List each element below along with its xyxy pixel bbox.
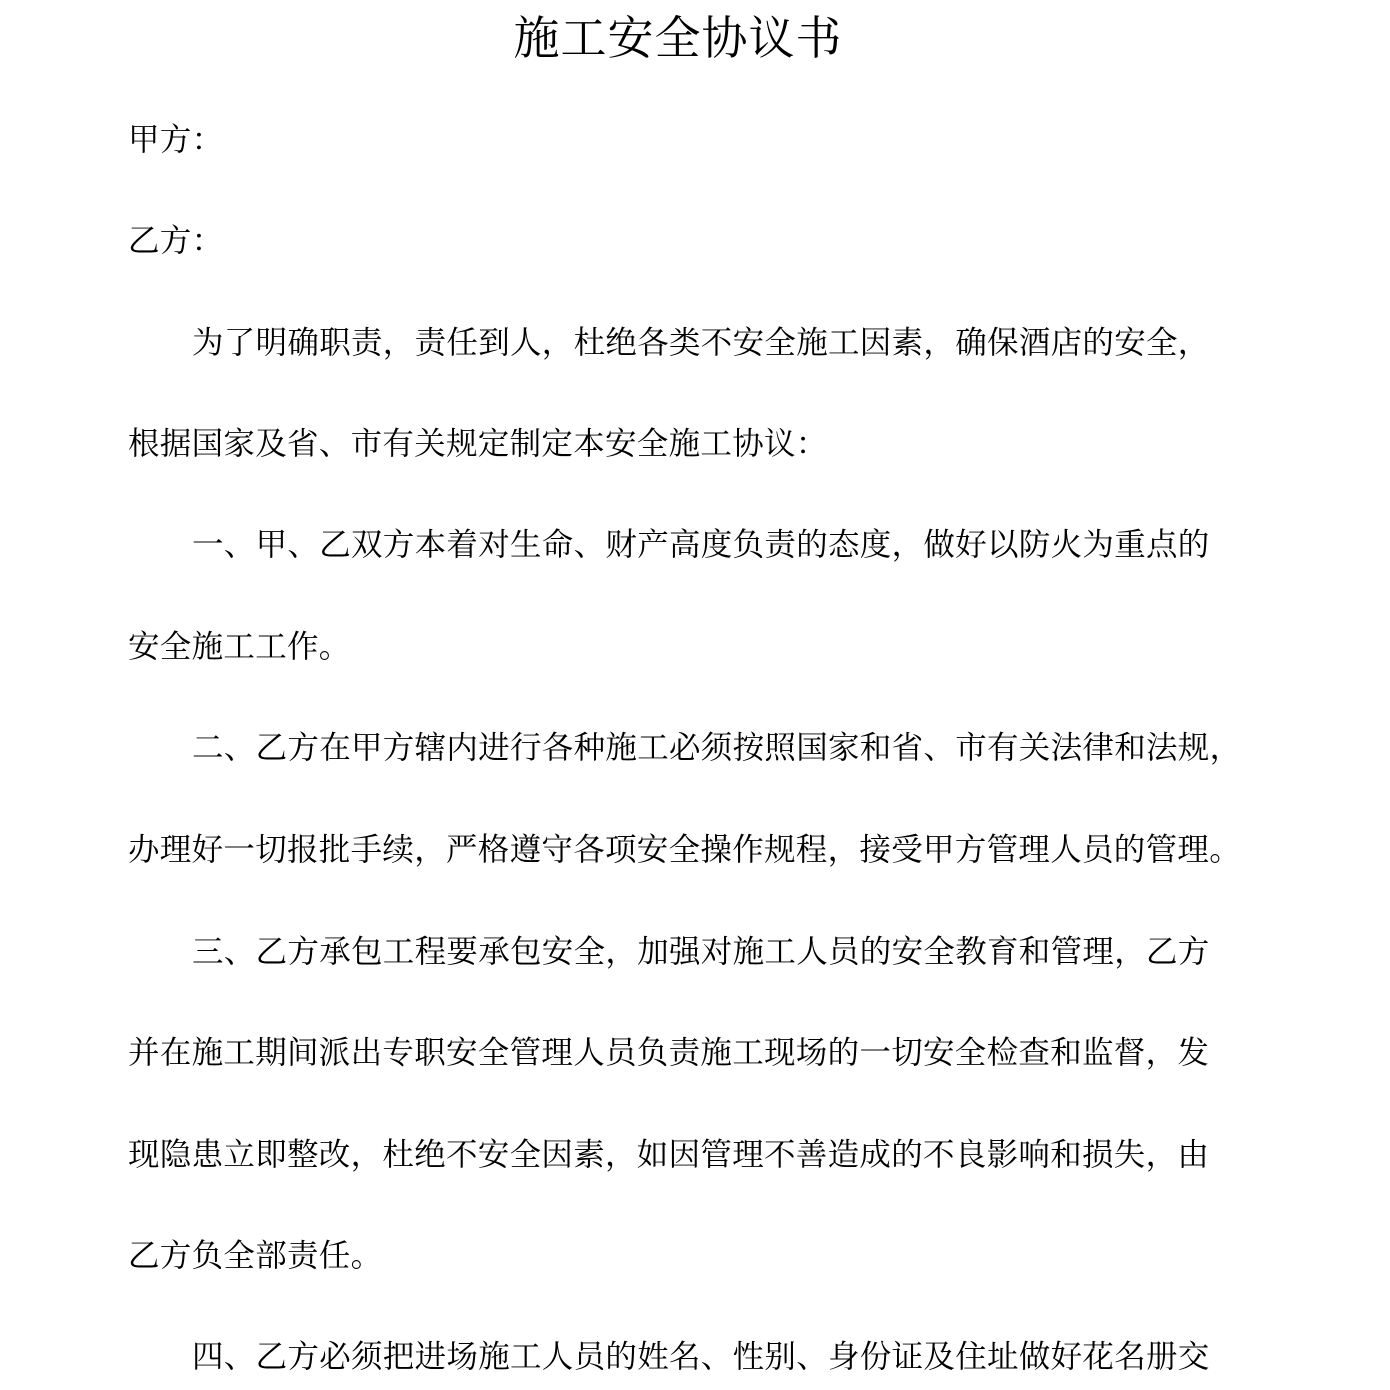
paragraph-line: 根据国家及省、市有关规定制定本安全施工协议： xyxy=(128,426,828,462)
party-a-label: 甲方： xyxy=(128,122,224,158)
paragraph-line: 为了明确职责，责任到人，杜绝各类不安全施工因素，确保酒店的安全， xyxy=(192,325,1210,361)
paragraph-line: 办理好一切报批手续，严格遵守各项安全操作规程，接受甲方管理人员的管理。 xyxy=(128,832,1242,868)
paragraph-line: 并在施工期间派出专职安全管理人员负责施工现场的一切安全检查和监督，发 xyxy=(128,1035,1210,1071)
party-b-label: 乙方： xyxy=(128,223,224,259)
paragraph-line: 乙方负全部责任。 xyxy=(128,1238,383,1274)
paragraph-line: 安全施工工作。 xyxy=(128,629,351,665)
paragraph-line: 二、乙方在甲方辖内进行各种施工必须按照国家和省、市有关法律和法规， xyxy=(192,730,1242,766)
paragraph-line: 现隐患立即整改，杜绝不安全因素，如因管理不善造成的不良影响和损失，由 xyxy=(128,1137,1210,1173)
paragraph-line: 三、乙方承包工程要承包安全，加强对施工人员的安全教育和管理，乙方 xyxy=(192,934,1210,970)
document-title: 施工安全协议书 xyxy=(513,11,843,65)
paragraph-line: 四、乙方必须把进场施工人员的姓名、性别、身份证及住址做好花名册交 xyxy=(192,1339,1210,1375)
paragraph-line: 一、甲、乙双方本着对生命、财产高度负责的态度，做好以防火为重点的 xyxy=(192,527,1210,563)
